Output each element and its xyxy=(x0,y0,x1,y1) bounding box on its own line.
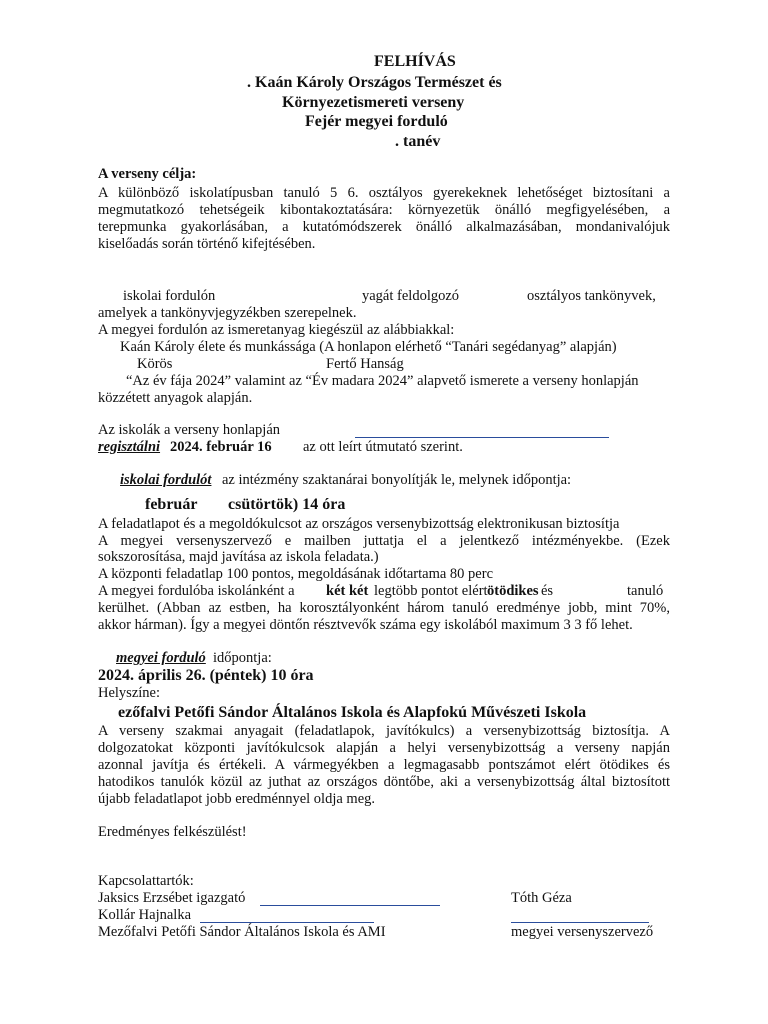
county-round-text: időpontja: xyxy=(213,650,272,666)
material-region-a: Körös xyxy=(137,356,173,372)
document-title: FELHÍVÁS xyxy=(374,53,456,70)
signature-line xyxy=(511,922,649,923)
contact-institution: Mezőfalvi Petőfi Sándor Általános Iskola és AMI xyxy=(98,924,386,940)
school-round-line: sokszorosítása, majd javítása az iskola feladata.) xyxy=(98,549,379,565)
qualify-line: kerülhet. (Abban az estben, ha korosztályonként három tanuló eredménye jobb, mint 70%, xyxy=(98,600,670,616)
signature-line xyxy=(200,922,374,923)
county-round-date: 2024. április 26. (péntek) 10 óra xyxy=(98,667,314,684)
registration-deadline: 2024. február 16 xyxy=(170,439,272,455)
school-round-line: A központi feladatlap 100 pontos, megoldásának időtartama 80 perc xyxy=(98,566,494,582)
material-line: “Az év fája 2024” valamint az “Év madara 2024” alapvető ismerete a verseny honlapján xyxy=(126,373,639,389)
closing-wish: Eredményes felkészülést! xyxy=(98,824,247,840)
school-round-line: A megyei versenyszervező e mailben juttatja el a jelentkező intézményekbe. (Ezek xyxy=(98,533,670,549)
title-line-2: Környezetismereti verseny xyxy=(282,94,465,111)
material-region-b: Fertő Hanság xyxy=(326,356,404,372)
title-line-3: Fejér megyei forduló xyxy=(305,113,448,130)
material-line: amelyek a tankönyvjegyzékben szerepelnek. xyxy=(98,305,357,321)
qualify-count: két két xyxy=(326,583,369,599)
county-round-line: azonnal javítja és értékeli. A vármegyékben a legmagasabb pontszámot elért ötödikes és xyxy=(98,757,670,773)
registration-link[interactable]: regisztálni xyxy=(98,439,161,455)
school-round-date-month: február xyxy=(145,496,198,513)
contact-name: Kollár Hajnalka xyxy=(98,907,192,923)
material-part-b: yagát feldolgozó xyxy=(362,288,460,304)
venue-label: Helyszíne: xyxy=(98,685,161,701)
contact-name: Jaksics Erzsébet igazgató xyxy=(98,890,246,906)
county-round-line: A verseny szakmai anyagait (feladatlapok, javítókulcs) a versenybizottság biztosítja. A xyxy=(98,723,670,739)
title-line-4: . tanév xyxy=(395,133,441,150)
qualify-line: akkor hárman). Így a megyei döntőn résztvevők száma egy iskolából maximum 3 3 fő lehet. xyxy=(98,617,633,633)
qualify-text-e: és xyxy=(541,583,554,599)
county-round-line: dolgozatokat központi javítókulcsok alapján a helyi versenybizottság a verseny napján xyxy=(98,740,670,756)
school-round-text: az intézmény szaktanárai bonyolítják le, melynek időpontja: xyxy=(222,472,572,488)
venue-name: ezőfalvi Petőfi Sándor Általános Iskola és Alapfokú Művészeti Iskola xyxy=(118,704,587,721)
material-part-c: osztályos tankönyvek, xyxy=(527,288,656,304)
goal-heading: A verseny célja: xyxy=(98,166,197,182)
material-part-a: iskolai fordulón xyxy=(123,288,216,304)
goal-line: terepmunka gyakorlásában, a kutatómódszerek önálló alkalmazásában, mondanivalójuk xyxy=(98,219,670,235)
registration-instructions: az ott leírt útmutató szerint. xyxy=(303,439,463,455)
goal-line: A különböző iskolatípusban tanuló 5 6. osztályos gyerekeknek lehetőséget biztosítani a xyxy=(98,185,670,201)
county-round-line: hatodikos tanulók közül az juthat az országos döntőbe, aki a versenybizottság által biztosított xyxy=(98,774,670,790)
material-line: közzétett anyagok alapján. xyxy=(98,390,253,406)
qualify-text-f: tanuló xyxy=(627,583,664,599)
school-round-date-day: csütörtök) 14 óra xyxy=(228,496,346,513)
contact-name-right: Tóth Géza xyxy=(511,890,572,906)
school-round-line: A feladatlapot és a megoldókulcsot az országos versenybizottság elektronikusan biztosítja xyxy=(98,516,620,532)
signature-line xyxy=(260,905,440,906)
registration-text: Az iskolák a verseny honlapján xyxy=(98,422,281,438)
county-round-line: újabb feladatlapot jobb eredménnyel oldja meg. xyxy=(98,791,376,807)
goal-line: kiselőadás során történő kifejtésében. xyxy=(98,236,316,252)
material-line: A megyei fordulón az ismeretanyag kiegészül az alábbiakkal: xyxy=(98,322,455,338)
title-line-1: . Kaán Károly Országos Természet és xyxy=(247,74,502,91)
school-round-label: iskolai fordulót xyxy=(120,472,212,488)
qualify-text-c: legtöbb pontot elért xyxy=(374,583,488,599)
contact-role-right: megyei versenyszervező xyxy=(511,924,654,940)
county-round-label: megyei forduló xyxy=(116,650,206,666)
qualify-grade: ötödikes xyxy=(487,583,539,599)
qualify-text-a: A megyei fordulóba iskolánként a xyxy=(98,583,295,599)
contacts-heading: Kapcsolattartók: xyxy=(98,873,194,889)
registration-link-line[interactable] xyxy=(355,437,609,438)
material-line: Kaán Károly élete és munkássága (A honlapon elérhető “Tanári segédanyag” alapján) xyxy=(120,339,617,355)
goal-line: megmutatkozó tehetségeik kibontakoztatására: környezetük önálló megfigyelésében, a xyxy=(98,202,670,218)
